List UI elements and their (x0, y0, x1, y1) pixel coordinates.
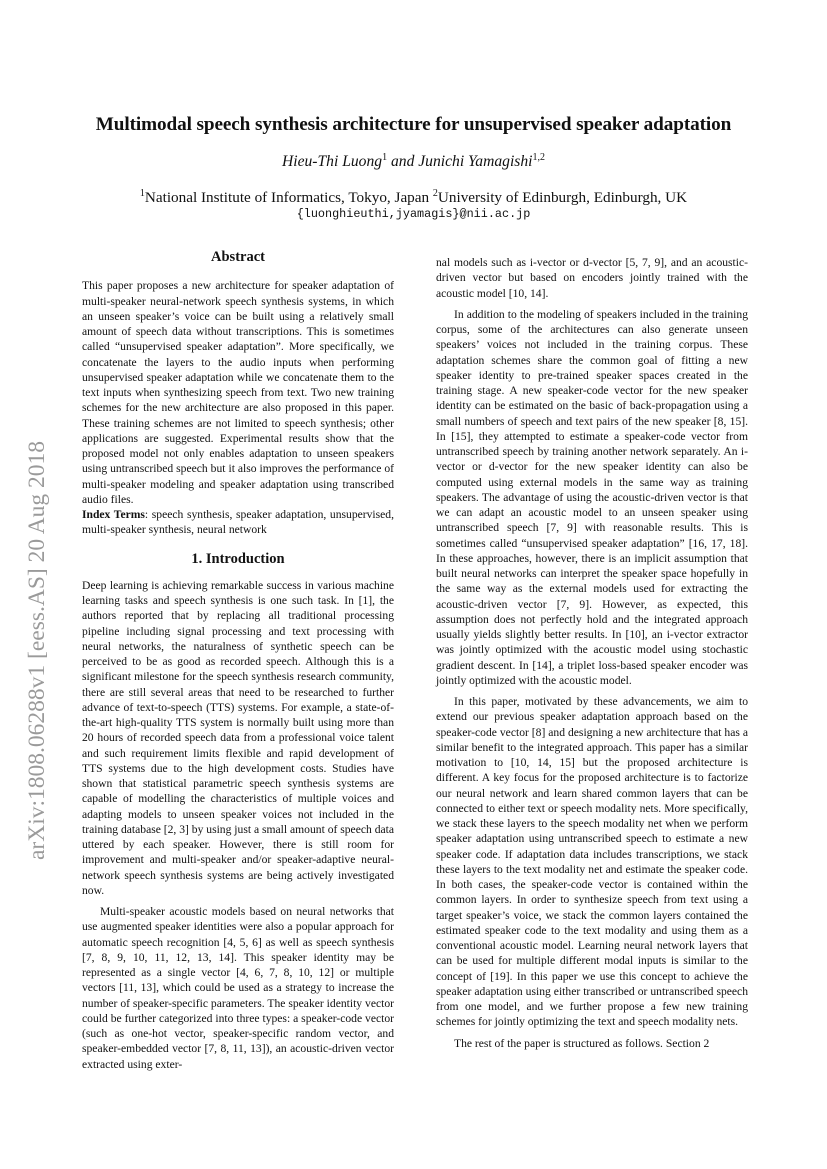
paper-title: Multimodal speech synthesis architecture for unsupervised speaker adaptation (95, 114, 732, 135)
paragraph: Multi-speaker acoustic models based on neural networks that use augmented speaker identities were also a popular approach for automatic speech recognition [4, 5, 6] as well as speech synthesis [7, 8, 9, 10, 11, 12, 13, 14]. This speaker identity may be represented as a single vector [4, 6, 7, 8, 10, 12] or multiple vectors [11, 13], which could be used as a strategy to increase the number of speaker-specific parameters. The speaker identity vector could be further categorized into three types: a speaker-code vector (such as one-hot vector, speaker-specific random vector, and speaker-embedded vector [7, 8, 11, 13]), an acoustic-driven vector extracted using exter- (82, 905, 394, 1071)
abstract-body: This paper proposes a new architecture for speaker adaptation of multi-speaker neural-network speech synthesis systems, in which an unseen speaker’s voice can be built using a relatively small amount of speech data without transcriptions. This is sometimes called “unsupervised speaker adaptation”. More specifically, we concatenate the layers to the audio inputs when performing unsupervised speaker adaptation while we concatenate them to the text inputs when synthesizing speech from text. Two new training schemes for the new architecture are also proposed in this paper. These training schemes are not limited to speech synthesis; other applications are suggested. Experimental results show that the proposed model not only enables adaptation to unseen speakers using untranscribed speech but it also improves the performance of multi-speaker modeling and speaker adaptation using transcribed audio files. (82, 279, 394, 506)
paragraph: In this paper, motivated by these advancements, we aim to extend our previous speaker adaptation approach based on the speaker-code vector [8] and designing a new architecture that has a similar benefit to the integrated approach. This paper has a similar motivation to [10, 14, 15] but the proposed architecture is different. A key focus for the proposed architecture is to factorize our neural network and learn shared common layers that can be connected to either text or speech modality nets. More specifically, we stack these layers to the speech modality net when we perform speaker adaptation using untranscribed speech to estimate a new speaker code. If adaptation data includes transcriptions, we stack these layers to the text modality net and estimate the speaker code. In both cases, the speaker-code vector is contained within the common layers. In order to synthesize speech from text using a target speaker’s voice, we stack the common layers contained the estimated speaker code to the text modality and using them as a conventional acoustic model. Learning neural network layers that can be used for multiple different modal inputs is similar to the concept of [19]. In this paper we use this concept to achieve the speaker adaptation using either transcribed or untranscribed speech from one model, and we further propose a few new training schemes for jointly optimizing the text and speech modality nets. (436, 695, 748, 1029)
author-line (60, 152, 767, 171)
arxiv-identifier: arXiv:1808.06288v1 [eess.AS] 20 Aug 2018 (24, 440, 50, 860)
affiliation-institution: National Institute of Informatics, Tokyo, Japan (144, 189, 433, 207)
index-terms (82, 507, 394, 538)
author-name: Junichi Yamagishi (418, 153, 533, 171)
index-terms-text: : speech synthesis, speaker adaptation, unsupervised, multi-speaker synthesis, neural network (82, 508, 394, 537)
paragraph: In addition to the modeling of speakers included in the training corpus, some of the architectures can also generate unseen speakers’ voices not included in the training corpus. These adaptation schemes share the common goal of fitting a new speaker identity to pre-trained speaker spaces created in the training stage. A new speaker-code vector for the new speaker identity can be estimated on the basic of back-propagation using a small numbers of speech and text pairs of the new speaker [8, 15]. In [15], they attempted to estimate a speaker-code vector from untranscribed speech by training another network separately. An i-vector or d-vector for the new speaker identity can also be computed using external models in the same way as training speakers. The advantage of using the acoustic-driven vector is that we can adapt an acoustic model to an unseen speaker using untranscribed speech [7, 9] with reasonable results. This is sometimes called “unsupervised speaker adaptation” [16, 17, 18]. In these approaches, however, there is an implicit assumption that built neural networks can interpret the speaker space hopefully in the same way as the external models used for extracting the acoustic-driven vector [7, 9]. However, as expected, this assumption does not perfectly hold and the integrated approach usually yields slightly better results. In [10], an i-vector extractor was jointly optimized with the acoustic model using stochastic gradient descent. In [14], a triplet loss-based speaker encoder was jointly optimized with the acoustic model. (436, 307, 748, 687)
right-column (436, 255, 748, 1051)
index-terms-label: Index Terms (82, 508, 145, 521)
affiliation-institution: University of Edinburgh, Edinburgh, UK (437, 189, 688, 207)
affiliation-marker: 1,2 (532, 152, 545, 163)
affiliation-marker: 1 (382, 152, 388, 163)
introduction-heading: 1. Introduction (191, 550, 285, 567)
left-column (82, 250, 394, 1072)
paragraph: The rest of the paper is structured as follows. Section 2 (454, 1036, 710, 1050)
author-email: {luonghieuthi,jyamagis}@nii.ac.jp (296, 207, 531, 221)
abstract-heading: Abstract (211, 249, 265, 265)
paragraph: Deep learning is achieving remarkable success in various machine learning tasks and speech synthesis is one such task. In [1], the authors reported that by replacing all traditional processing pipeline including signal processing and text processing with neural networks, the naturalness of synthetic speech can be perceived to be as good as recorded speech. Although this is a significant milestone for the speech synthesis research community, there are still several areas that need to be researched to further advance of text-to-speech (TTS) systems. For example, a state-of-the-art high-quality TTS system is normally built using more than 20 hours of recorded speech data from a professional voice talent and such requirement limits flexible and rapid development of TTS systems due to the high development costs. Studies have shown that statistical parametric speech synthesis systems are capable of modelling the characteristics of multiple voices and adapting models to unseen speaker voices not included in the training database [2, 3] by using just a small amount of speech data uttered by each speaker. However, there is still room for improvement and multi-speaker and/or speaker-adaptive neural-network speech synthesis systems are being actively investigated now. (82, 578, 394, 897)
affiliation-marker: 1 (139, 188, 145, 199)
affiliation-marker: 2 (432, 188, 438, 199)
author-name: Hieu-Thi Luong (282, 153, 383, 171)
author-conjunction: and (387, 153, 419, 171)
paragraph: nal models such as i-vector or d-vector [5, 7, 9], and an acoustic-driven vector but based on encoders jointly trained with the acoustic model [10, 14]. (436, 256, 748, 300)
affiliation-line (60, 188, 767, 207)
